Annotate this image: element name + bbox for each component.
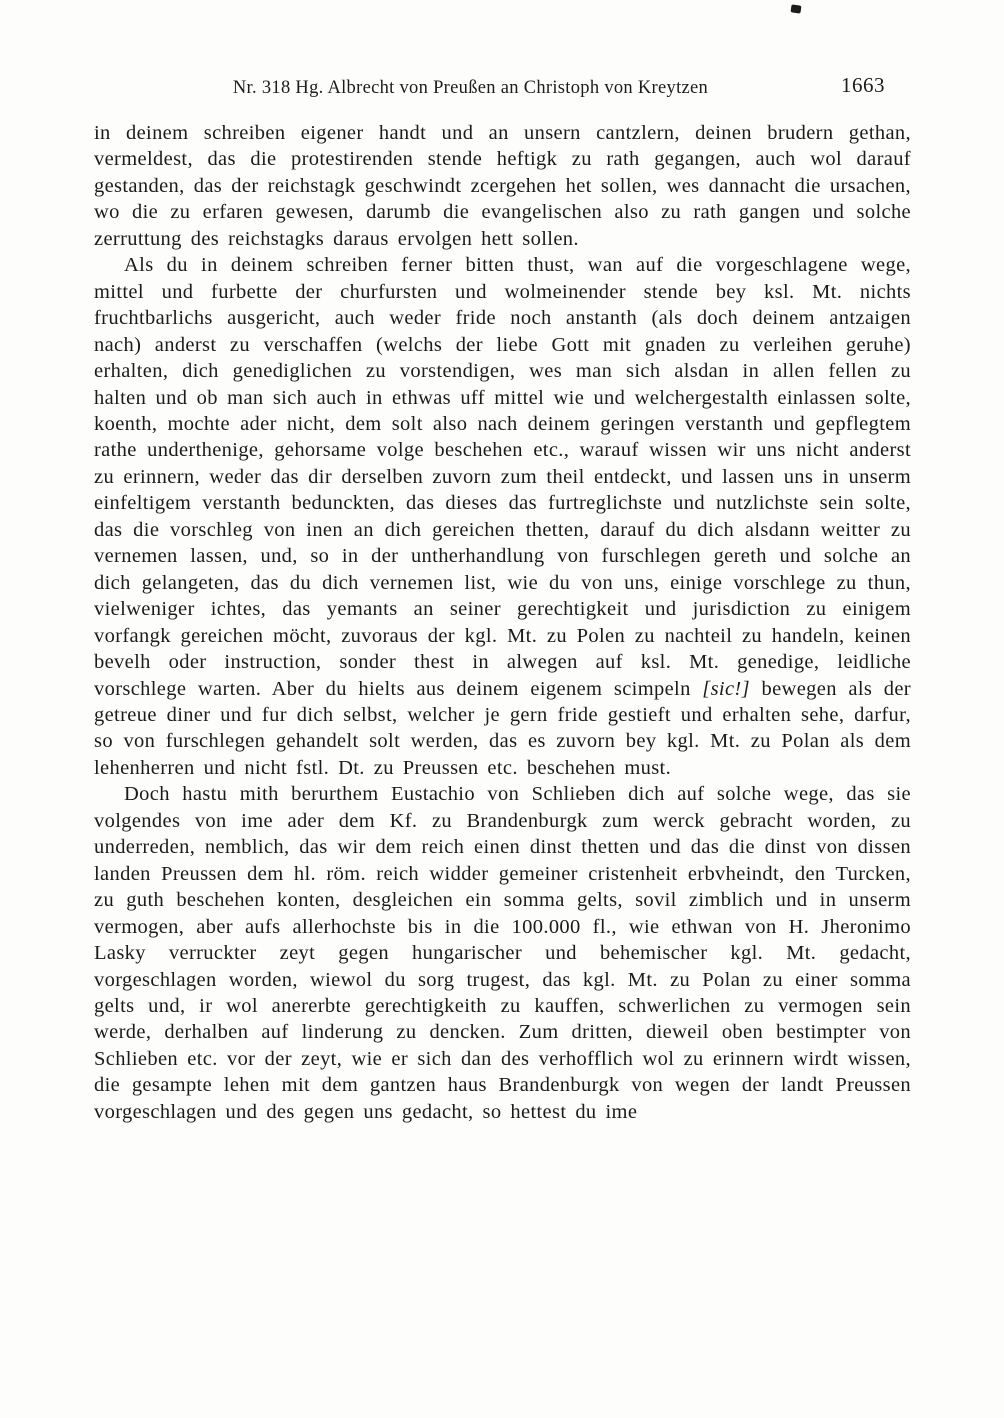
text-block	[94, 73, 911, 1125]
page-header	[94, 73, 911, 100]
paragraph-3: Doch hastu mith berurthem Eustachio von Schlieben dich auf solche wege, das sie volgendes von ime ader dem Kf. zu Brandenburgk zum werck gebracht worden, zu underreden, nemblich, das wir dem reich einen dinst thetten und das die dinst von dissen landen Preussen dem hl. röm. reich widder gemeiner cristenheit erbvheindt, den Turcken, zu guth beschehen konten, desgleichen ein somma gelts, sovil zimblich und in unserm vermogen, aber aufs allerhochste bis in die 100.000 fl., wie ethwan von H. Jheronimo Lasky verruckter zeyt gegen hungarischer und behemischer kgl. Mt. gedacht, vorgeschlagen worden, wiewol du sorg trugest, das kgl. Mt. zu Polan zu einer somma gelts und, ir wol anererbte gerechtigkeith zu kauffen, schwerlichen zu vermogen sein werde, derhalben auf linderung zu dencken. Zum dritten, dieweil oben bestimpter von Schlieben etc. vor der zeyt, wie er sich dan des verhofflich wol zu erinnern wirdt wissen, die gesampte lehen mit dem gantzen haus Brandenburgk von wegen der landt Preussen vorgeschlagen und des gegen uns gedacht, so hettest du ime	[94, 783, 911, 1123]
body-text	[94, 120, 911, 1125]
paragraph-2	[94, 252, 911, 781]
paragraph-2-text-continued: bewegen als der getreue diner und fur dich selbst, welcher je gern fride gestieft und erhalten sehe, darfur, so von furschlegen gehandelt solt werden, das es zuvorn bey kgl. Mt. zu Polan als dem lehenherren und nicht fstl. Dt. zu Preussen etc. beschehen must.	[94, 677, 911, 779]
sic-annotation: [sic!]	[702, 677, 750, 700]
paragraph-2-text: Als du in deinem schreiben ferner bitten thust, wan auf die vorgeschlagene wege, mittel und furbette der churfursten und wolmeinender stende bey ksl. Mt. nichts fruchtbarlichs ausgericht, auch weder fride noch anstanth (als doch deinem antzaigen nach) anderst zu verschaffen (welchs der liebe Gott mit gnaden zu verleihen geruhe) erhalten, dich genediglichen zu vorstendigen, wes man sich alsdan in allen fellen zu halten und ob man sich auch in ethwas uff mittel wie und welchergestalth einlassen solte, koenth, mochte ader nicht, dem solt also nach deinem geringen verstanth und gepflegtem rathe underthenige, gehorsame volge beschehen etc., warauf wissen wir uns nicht anderst zu erinnern, weder das dir derselben zuvorn zum theil entdeckt, und lassen uns in unserm einfeltigem verstanth bedunckten, das dieses das furtreglichste und nutzlichste sein solte, das die vorschleg von inen an dich gereichen thetten, darauf du dich alsdann weitter zu vernemen lassen, und, so in der untherhandlung von furschlegen gereth und solche an dich gelangeten, das du dich vernemen list, wie du von uns, einige vorschlege zu thun, vielweniger ichtes, das yemants an seiner gerechtigkeit und jurisdiction zu einigem vorfangk gereichen möcht, zuvoraus der kgl. Mt. zu Polen zu nachteil zu handeln, keinen bevelh oder instruction, sonder thest in alwegen auf ksl. Mt. genedige, leidliche vorschlege warten. Aber du hielts aus deinem eigenem scimpeln	[94, 254, 911, 700]
running-title: Nr. 318 Hg. Albrecht von Preußen an Christoph von Kreytzen	[232, 78, 709, 98]
page-number: 1663	[841, 73, 885, 97]
scan-ink-speck	[790, 4, 801, 13]
paragraph-1: in deinem schreiben eigener handt und an unsern cantzlern, deinen brudern gethan, vermeldest, das die protestirenden stende heftigk zu rath gegangen, auch wol darauf gestanden, das der reichstagk geschwindt zcergehen het sollen, wes dannacht die ursachen, wo die zu erfaren gewesen, darumb die evangelischen also zu rath gangen und solche zerruttung des reichstagks daraus ervolgen hett sollen.	[94, 122, 911, 250]
